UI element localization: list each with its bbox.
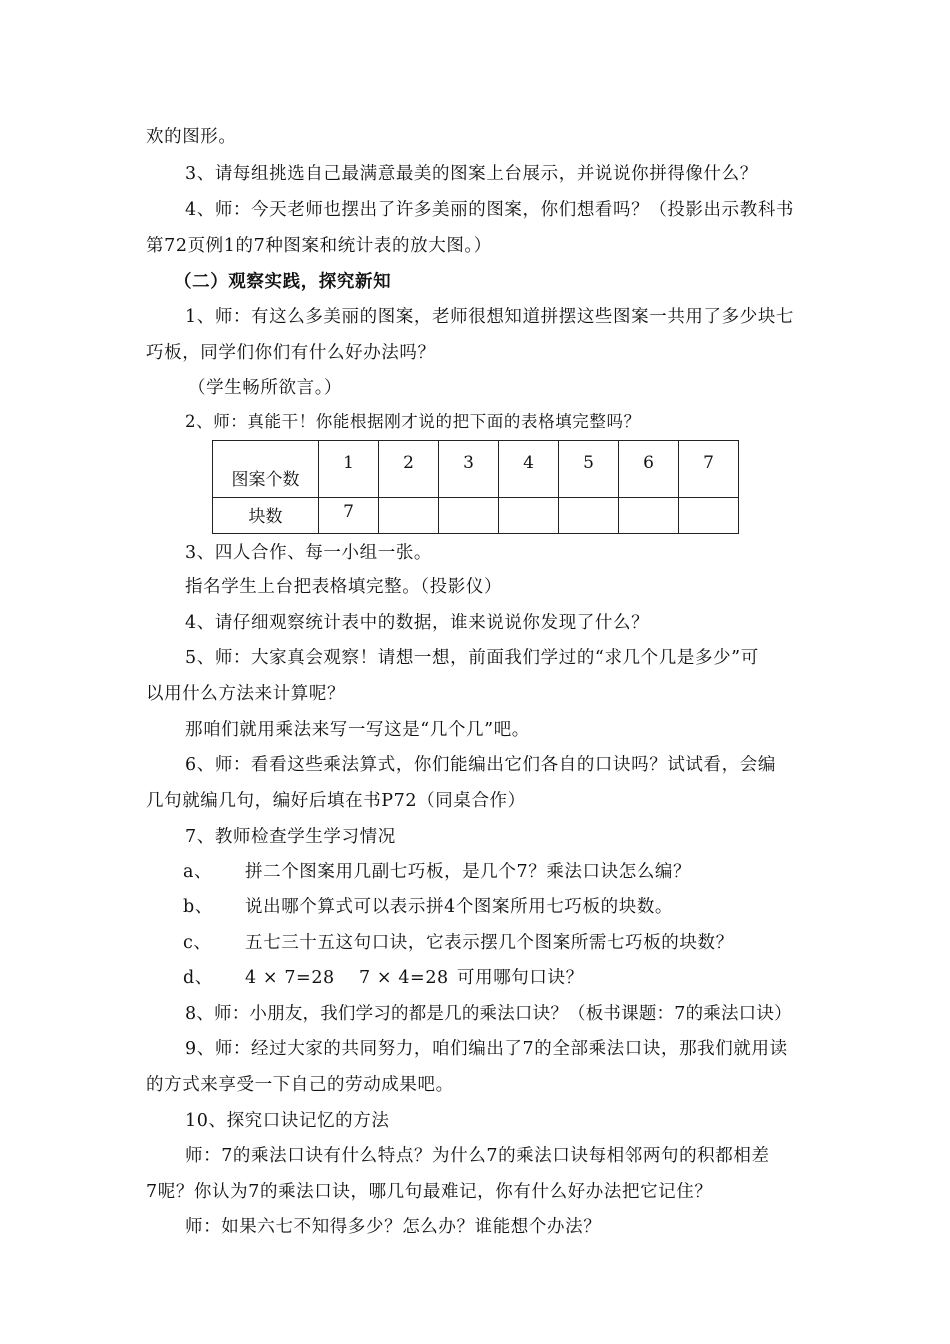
subitem-text: 五七三十五这句口诀，它表示摆几个图案所需七巧板的块数？ — [245, 933, 734, 953]
text-line: 2、师：真能干！你能根据刚才说的把下面的表格填完整吗？ — [185, 412, 641, 431]
text-line: 5、师：大家真会观察！请想一想，前面我们学过的“求几个几是多少”可 — [185, 648, 759, 668]
table-cell: 6 — [619, 441, 679, 498]
subitem-label: d、 — [183, 968, 213, 988]
table-header-cell: 图案个数 — [213, 441, 319, 498]
table-header-cell: 块数 — [213, 498, 319, 534]
table-cell — [379, 498, 439, 534]
text-line: 9、师：经过大家的共同努力，咱们编出了7的全部乘法口诀，那我们就用读 — [185, 1039, 788, 1059]
section-heading: （二）观察实践，探究新知 — [174, 272, 392, 292]
text-line: （学生畅所欲言。） — [188, 378, 343, 398]
table-row — [213, 441, 739, 498]
text-line: 10、探究口诀记忆的方法 — [185, 1111, 390, 1131]
table-cell — [559, 498, 619, 534]
subitem-expression: 4 × 7=28 — [245, 968, 335, 988]
table-cell: 7 — [319, 498, 379, 534]
table-cell: 3 — [439, 441, 499, 498]
text-line: 4、请仔细观察统计表中的数据，谁来说说你发现了什么？ — [185, 613, 650, 633]
table-cell — [439, 498, 499, 534]
text-line: 7呢？你认为7的乘法口诀，哪几句最难记，你有什么好办法把它记住？ — [146, 1182, 713, 1202]
text-line: 8、师：小朋友，我们学习的都是几的乘法口诀？（板书课题：7的乘法口诀） — [185, 1004, 792, 1024]
text-line: 师：7的乘法口诀有什么特点？为什么7的乘法口诀每相邻两句的积都相差 — [185, 1146, 770, 1166]
subitem-expression: 7 × 4=28 — [359, 968, 449, 988]
text-line: 巧板，同学们你们有什么好办法吗？ — [146, 343, 436, 363]
table-cell: 7 — [679, 441, 739, 498]
table-cell: 5 — [559, 441, 619, 498]
text-line: 那咱们就用乘法来写一写这是“几个几”吧。 — [185, 720, 530, 740]
table-cell: 4 — [499, 441, 559, 498]
text-line: 欢的图形。 — [146, 127, 237, 147]
text-line: 6、师：看看这些乘法算式，你们能编出它们各自的口诀吗？试试看，会编 — [185, 755, 776, 775]
text-line: 7、教师检查学生学习情况 — [185, 827, 396, 847]
subitem-label: b、 — [183, 897, 213, 917]
text-line: 以用什么方法来计算呢？ — [146, 684, 346, 704]
subitem-label: a、 — [183, 862, 213, 882]
text-line: 几句就编几句，编好后填在书P72（同桌合作） — [146, 791, 526, 811]
text-line: 1、师：有这么多美丽的图案，老师很想知道拼摆这些图案一共用了多少块七 — [185, 307, 795, 327]
subitem-label: c、 — [183, 933, 212, 953]
text-line: 3、请每组挑选自己最满意最美的图案上台展示，并说说你拼得像什么？ — [185, 164, 758, 184]
table-cell — [619, 498, 679, 534]
count-table — [212, 440, 739, 534]
subitem-text: 拼二个图案用几副七巧板，是几个7？乘法口诀怎么编？ — [245, 862, 692, 882]
text-line: 第72页例1的7种图案和统计表的放大图。） — [146, 236, 492, 256]
table-cell: 1 — [319, 441, 379, 498]
text-line: 师：如果六七不知得多少？怎么办？谁能想个办法？ — [185, 1217, 602, 1237]
text-line: 指名学生上台把表格填完整。（投影仪） — [185, 577, 503, 597]
text-line: 3、四人合作、每一小组一张。 — [185, 543, 433, 563]
table-cell: 2 — [379, 441, 439, 498]
table-cell — [499, 498, 559, 534]
text-line: 的方式来享受一下自己的劳动成果吧。 — [146, 1075, 454, 1095]
table-row — [213, 498, 739, 534]
table-cell — [679, 498, 739, 534]
subitem-text: 说出哪个算式可以表示拼4个图案所用七巧板的块数。 — [245, 897, 674, 917]
text-line: 4、师：今天老师也摆出了许多美丽的图案，你们想看吗？（投影出示教科书 — [185, 200, 795, 220]
subitem-text: 可用哪句口诀？ — [457, 968, 584, 988]
